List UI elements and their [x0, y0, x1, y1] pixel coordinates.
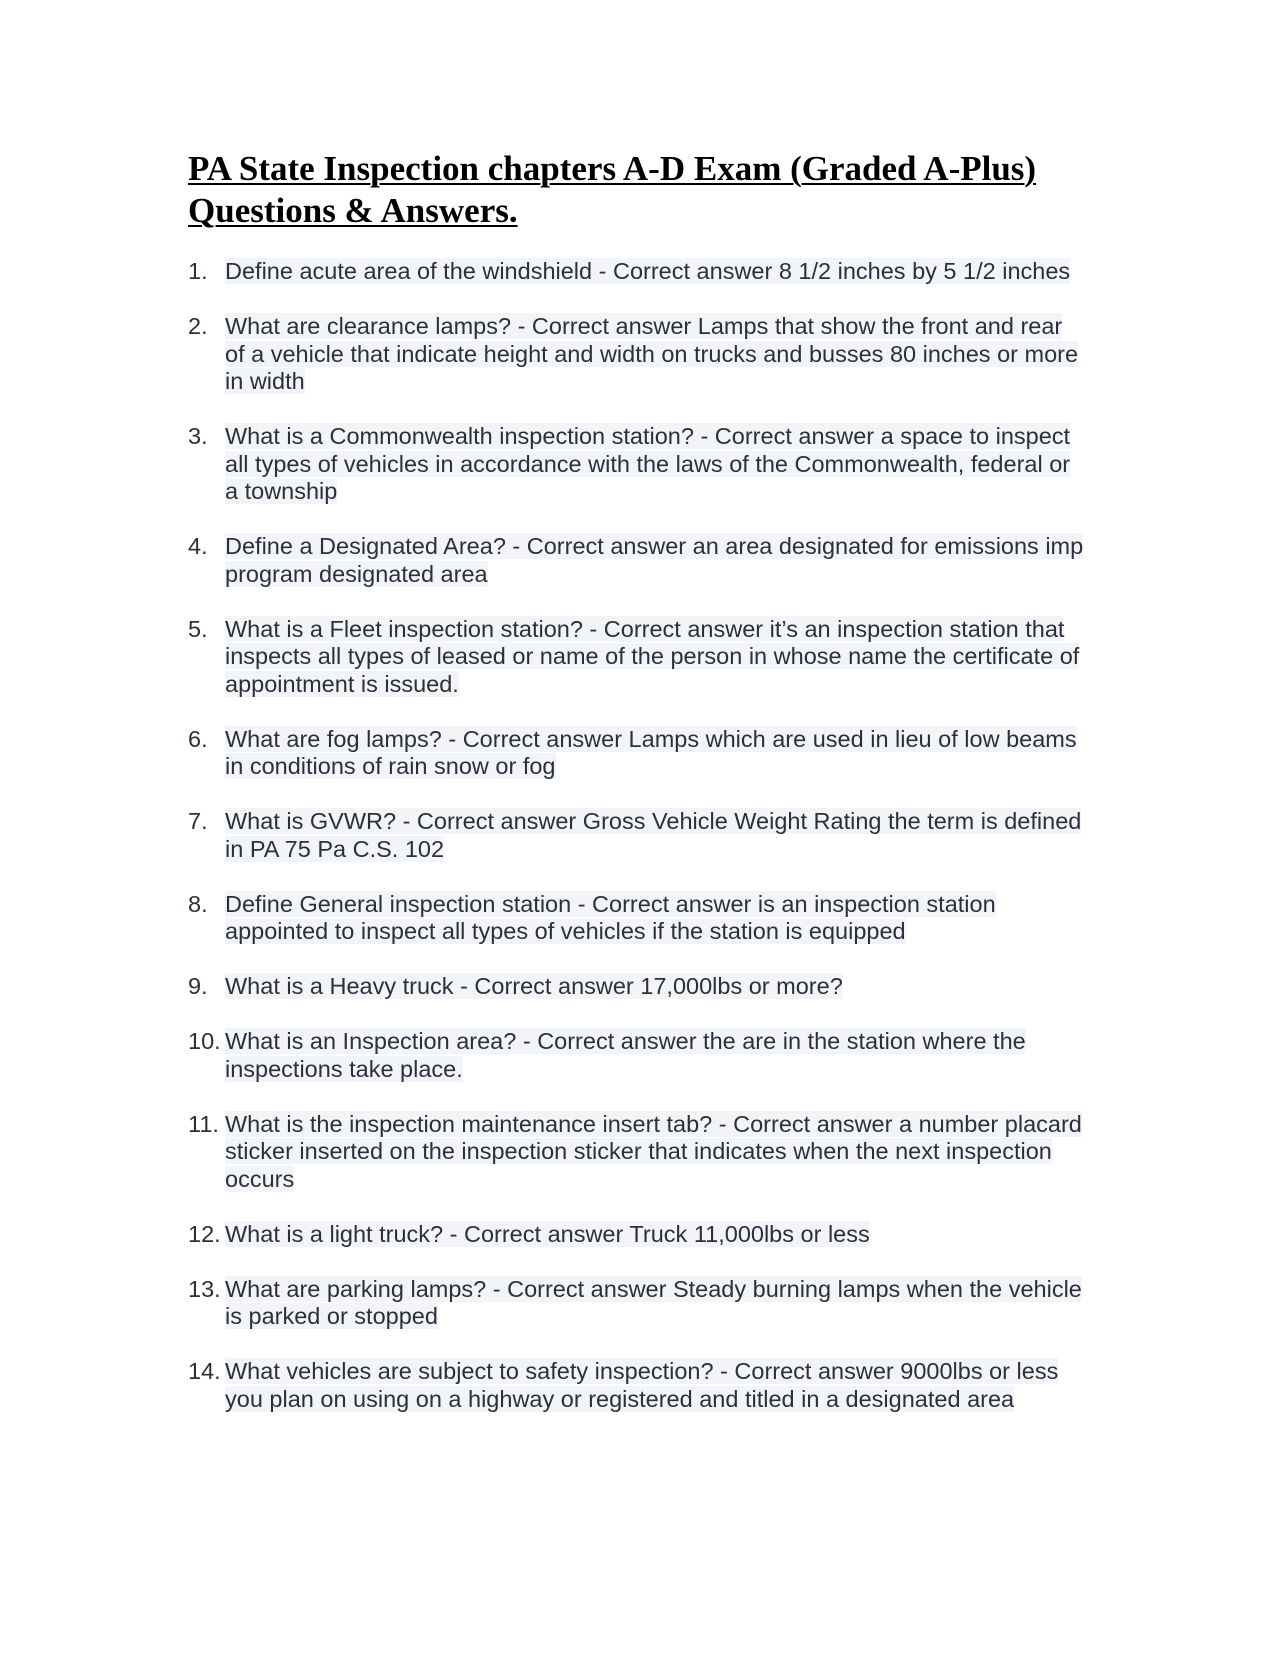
list-item — [188, 313, 1128, 396]
item-text: What is a Heavy truck - Correct answer 17,000lbs or more? — [225, 973, 843, 999]
list-item — [188, 616, 1128, 699]
item-text-block — [225, 1358, 1087, 1413]
item-text-block — [225, 258, 1087, 286]
list-item — [188, 973, 1128, 1001]
item-number: 12. — [188, 1220, 221, 1247]
item-number: 6. — [188, 725, 208, 752]
list-item — [188, 258, 1128, 286]
item-text: What vehicles are subject to safety inspection? - Correct answer 9000lbs or less you plan on using on a highway or registered and titled in a designated area — [225, 1358, 1059, 1412]
item-number: 9. — [188, 973, 208, 999]
item-number: 14. — [188, 1358, 221, 1384]
list-item — [188, 423, 1128, 506]
list-item — [188, 1221, 1128, 1249]
list-item — [188, 808, 1128, 863]
item-number: 1. — [188, 258, 208, 284]
item-text: What are clearance lamps? - Correct answer Lamps that show the front and rear of a vehicle that indicate height and width on trucks and busses 80 inches or more in width — [225, 313, 1079, 394]
item-text: What is a Fleet inspection station? - Correct answer it’s an inspection station that inspects all types of leased or name of the person in whose name the certificate of appointment is issued. — [225, 615, 1080, 697]
item-text-block — [225, 726, 1087, 781]
item-text-block — [225, 1028, 1087, 1083]
list-item — [188, 1276, 1128, 1331]
item-number: 10. — [188, 1028, 221, 1054]
item-text: What is GVWR? - Correct answer Gross Vehicle Weight Rating the term is defined in PA 75 Pa C.S. 102 — [225, 808, 1082, 862]
item-number: 13. — [188, 1275, 221, 1302]
item-number: 11. — [188, 1110, 219, 1137]
item-text-block — [225, 808, 1087, 863]
list-item — [188, 1111, 1128, 1194]
list-item — [188, 1358, 1128, 1413]
item-text-block — [225, 533, 1087, 588]
qa-list — [188, 258, 1128, 1413]
document-page — [188, 148, 1128, 1441]
item-number: 5. — [188, 615, 208, 642]
item-text: What are parking lamps? - Correct answer Steady burning lamps when the vehicle is parked or stopped — [225, 1275, 1082, 1329]
item-text-block — [225, 973, 1087, 1001]
item-number: 7. — [188, 808, 208, 834]
item-number: 8. — [188, 890, 208, 917]
item-text: Define General inspection station - Correct answer is an inspection station appointed to inspect all types of vehicles if the station is equipped — [225, 890, 996, 944]
item-text-block — [225, 891, 1087, 946]
item-text-block — [225, 423, 1087, 506]
document-title — [188, 148, 1128, 232]
item-text: Define a Designated Area? - Correct answer an area designated for emissions imp program designated area — [225, 533, 1084, 587]
list-item — [188, 533, 1128, 588]
item-number: 2. — [188, 313, 208, 339]
item-text-block — [225, 1111, 1087, 1194]
item-text: What is a light truck? - Correct answer Truck 11,000lbs or less — [225, 1220, 870, 1247]
item-text: What is a Commonwealth inspection station? - Correct answer a space to inspect all types of vehicles in accordance with the laws of the Commonwealth, federal or a township — [225, 423, 1071, 504]
title-line-1: PA State Inspection chapters A-D Exam (Graded A-Plus) — [188, 149, 1037, 188]
item-number: 3. — [188, 423, 208, 449]
title-line-2: Questions & Answers. — [188, 191, 518, 230]
list-item — [188, 726, 1128, 781]
item-text: What is an Inspection area? - Correct answer the are in the station where the inspections take place. — [225, 1028, 1026, 1082]
item-text: What are fog lamps? - Correct answer Lamps which are used in lieu of low beams in conditions of rain snow or fog — [225, 725, 1077, 779]
item-text: Define acute area of the windshield - Correct answer 8 1/2 inches by 5 1/2 inches — [225, 258, 1071, 284]
item-text: What is the inspection maintenance insert tab? - Correct answer a number placard sticker inserted on the inspection sticker that indicates when the next inspection occurs — [225, 1110, 1082, 1192]
item-text-block — [225, 1276, 1087, 1331]
item-text-block — [225, 616, 1087, 699]
list-item — [188, 1028, 1128, 1083]
item-text-block — [225, 1221, 1087, 1249]
item-text-block — [225, 313, 1087, 396]
list-item — [188, 891, 1128, 946]
item-number: 4. — [188, 533, 208, 559]
